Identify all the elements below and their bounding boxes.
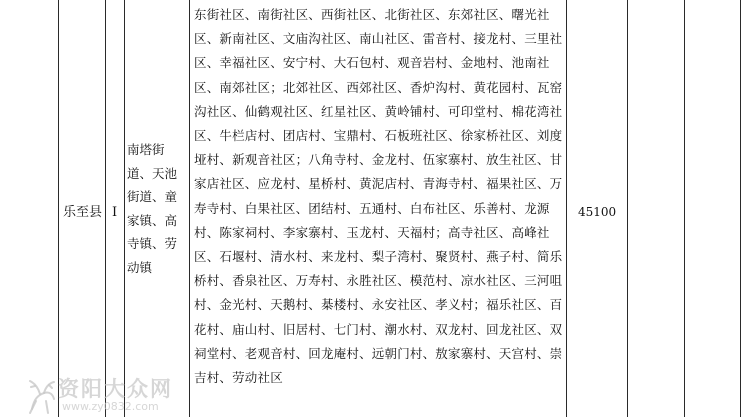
towns-cell: 南塔街道、天池街道、童家镇、高寺镇、劳动镇 — [127, 142, 178, 275]
price-cell: 45100 — [578, 205, 617, 219]
column-divider — [627, 0, 628, 417]
column-divider — [740, 0, 741, 417]
grade-cell: I — [112, 205, 118, 220]
column-divider — [58, 0, 59, 417]
deer-logo-icon — [20, 377, 60, 415]
column-divider — [189, 0, 190, 417]
site-watermark — [0, 371, 200, 417]
column-divider — [566, 0, 567, 417]
county-cell: 乐至县 — [63, 205, 103, 220]
watermark-title: 资阳大众网 — [58, 377, 173, 401]
column-divider — [124, 0, 125, 417]
column-divider — [684, 0, 685, 417]
watermark-url: www.zy0832.com — [62, 400, 159, 413]
communities-cell: 东街社区、南街社区、西街社区、北街社区、东郊社区、曙光社区、新南社区、文庙沟社区、南山社区、雷音村、接龙村、三里社区、幸福社区、安宁村、大石包村、观音岩村、金地村、池南社区、南郊社区；北郊社区、西郊社区、香炉沟村、黄花园村、瓦窑沟社区、仙鹤观社区、红星社区、黄岭铺村、可印堂村、棉花湾社区、牛栏店村、团店村、宝鼎村、石板班社区、徐家桥社区、刘度垭村、新观音社区；八角寺村、金龙村、伍家寨村、放生社区、甘家店社区、应龙村、星桥村、黄泥店村、青海寺村、福果社区、万寿寺村、白果社区、团结村、五通村、白布社区、乐善村、龙源村、陈家祠村、李家寨村、玉龙村、天福村；高寺社区、高峰社区、石堰村、清水村、来龙村、梨子湾村、聚贤村、燕子村、简乐桥村、香泉社区、万寿村、永胜社区、模范村、凉水社区、三河咀村、金光村、天鹅村、棊楼村、永安社区、孝义村；福乐社区、百花村、庙山村、旧居村、七门村、潮水村、双龙村、回龙社区、双祠堂村、老观音村、回龙庵村、远朝门村、敖家寨村、天宫村、崇吉村、劳动社区 — [194, 7, 563, 386]
column-divider — [105, 0, 106, 417]
